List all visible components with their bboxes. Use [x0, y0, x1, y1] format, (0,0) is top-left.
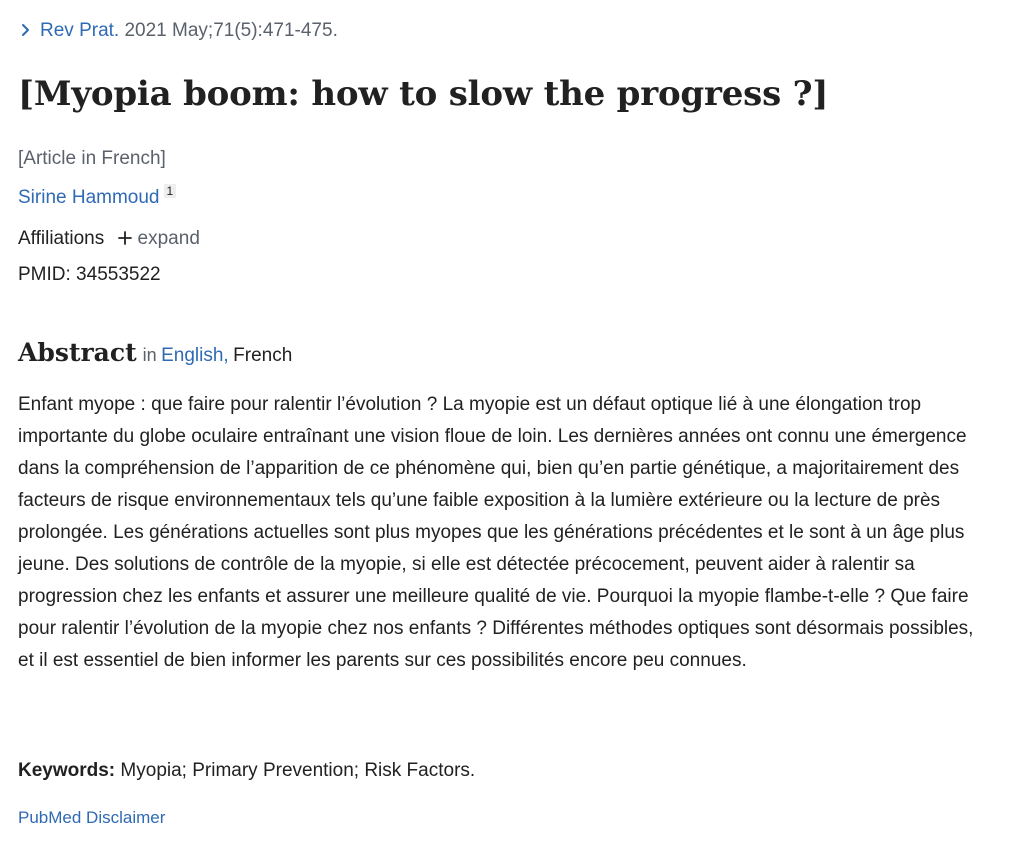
pubmed-disclaimer-link[interactable]: PubMed Disclaimer	[18, 808, 166, 827]
abstract-heading-row	[18, 335, 292, 371]
keywords	[18, 759, 475, 783]
affiliations-label: Affiliations	[18, 228, 105, 249]
abstract-text: Enfant myope : que faire pour ralentir l’évolution ? La myopie est un défaut optique lié à une élongation trop importante du globe oculaire entraînant une vision floue de loin. Les dernières années ont connu une émergence dans la compréhension de l’apparition de ce phénomène qui, bien qu’en partie génétique, a majoritairement des facteurs de risque environnementaux tels qu’une faible exposition à la lumière extérieure ou la lecture de près prolongée. Les générations actuelles sont plus myopes que les générations précédentes et le sont à un âge plus jeune. Des solutions de contrôle de la myopie, si elle est détectée précocement, peuvent aider à ralentir sa progression chez les enfants et assurer une meilleure qualité de vie. Pourquoi la myopie flambe-t-elle ? Que faire pour ralentir l’évolution de la myopie chez nos enfants ? Différentes méthodes optiques sont désormais possibles, et il est essentiel de bien informer les parents sur ces possibilités encore peu connues.	[18, 394, 974, 671]
author-link[interactable]: Sirine Hammoud	[18, 187, 160, 208]
affiliations-row	[18, 227, 200, 251]
chevron-right-icon[interactable]	[18, 22, 34, 38]
citation-details: 2021 May;71(5):471-475.	[119, 20, 338, 41]
journal-link[interactable]: Rev Prat.	[40, 20, 120, 41]
abstract-in-label: in	[142, 345, 157, 365]
plus-icon	[118, 231, 132, 245]
affiliation-reference[interactable]: 1	[164, 184, 177, 198]
affiliations-expand-button[interactable]	[118, 228, 200, 249]
pmid: PMID: 34553522	[18, 264, 161, 285]
keywords-label: Keywords:	[18, 760, 116, 781]
keywords-value: Myopia; Primary Prevention; Risk Factors.	[115, 760, 476, 781]
journal-citation	[18, 19, 338, 43]
article-language-note: [Article in French]	[18, 148, 166, 169]
author-list	[18, 179, 176, 210]
abstract-lang-french: French	[233, 345, 293, 366]
expand-label: expand	[137, 228, 200, 249]
abstract-heading: Abstract	[18, 338, 137, 367]
article-title: [Myopia boom: how to slow the progress ?]	[18, 74, 829, 114]
abstract-lang-english-link[interactable]: English,	[161, 345, 229, 366]
